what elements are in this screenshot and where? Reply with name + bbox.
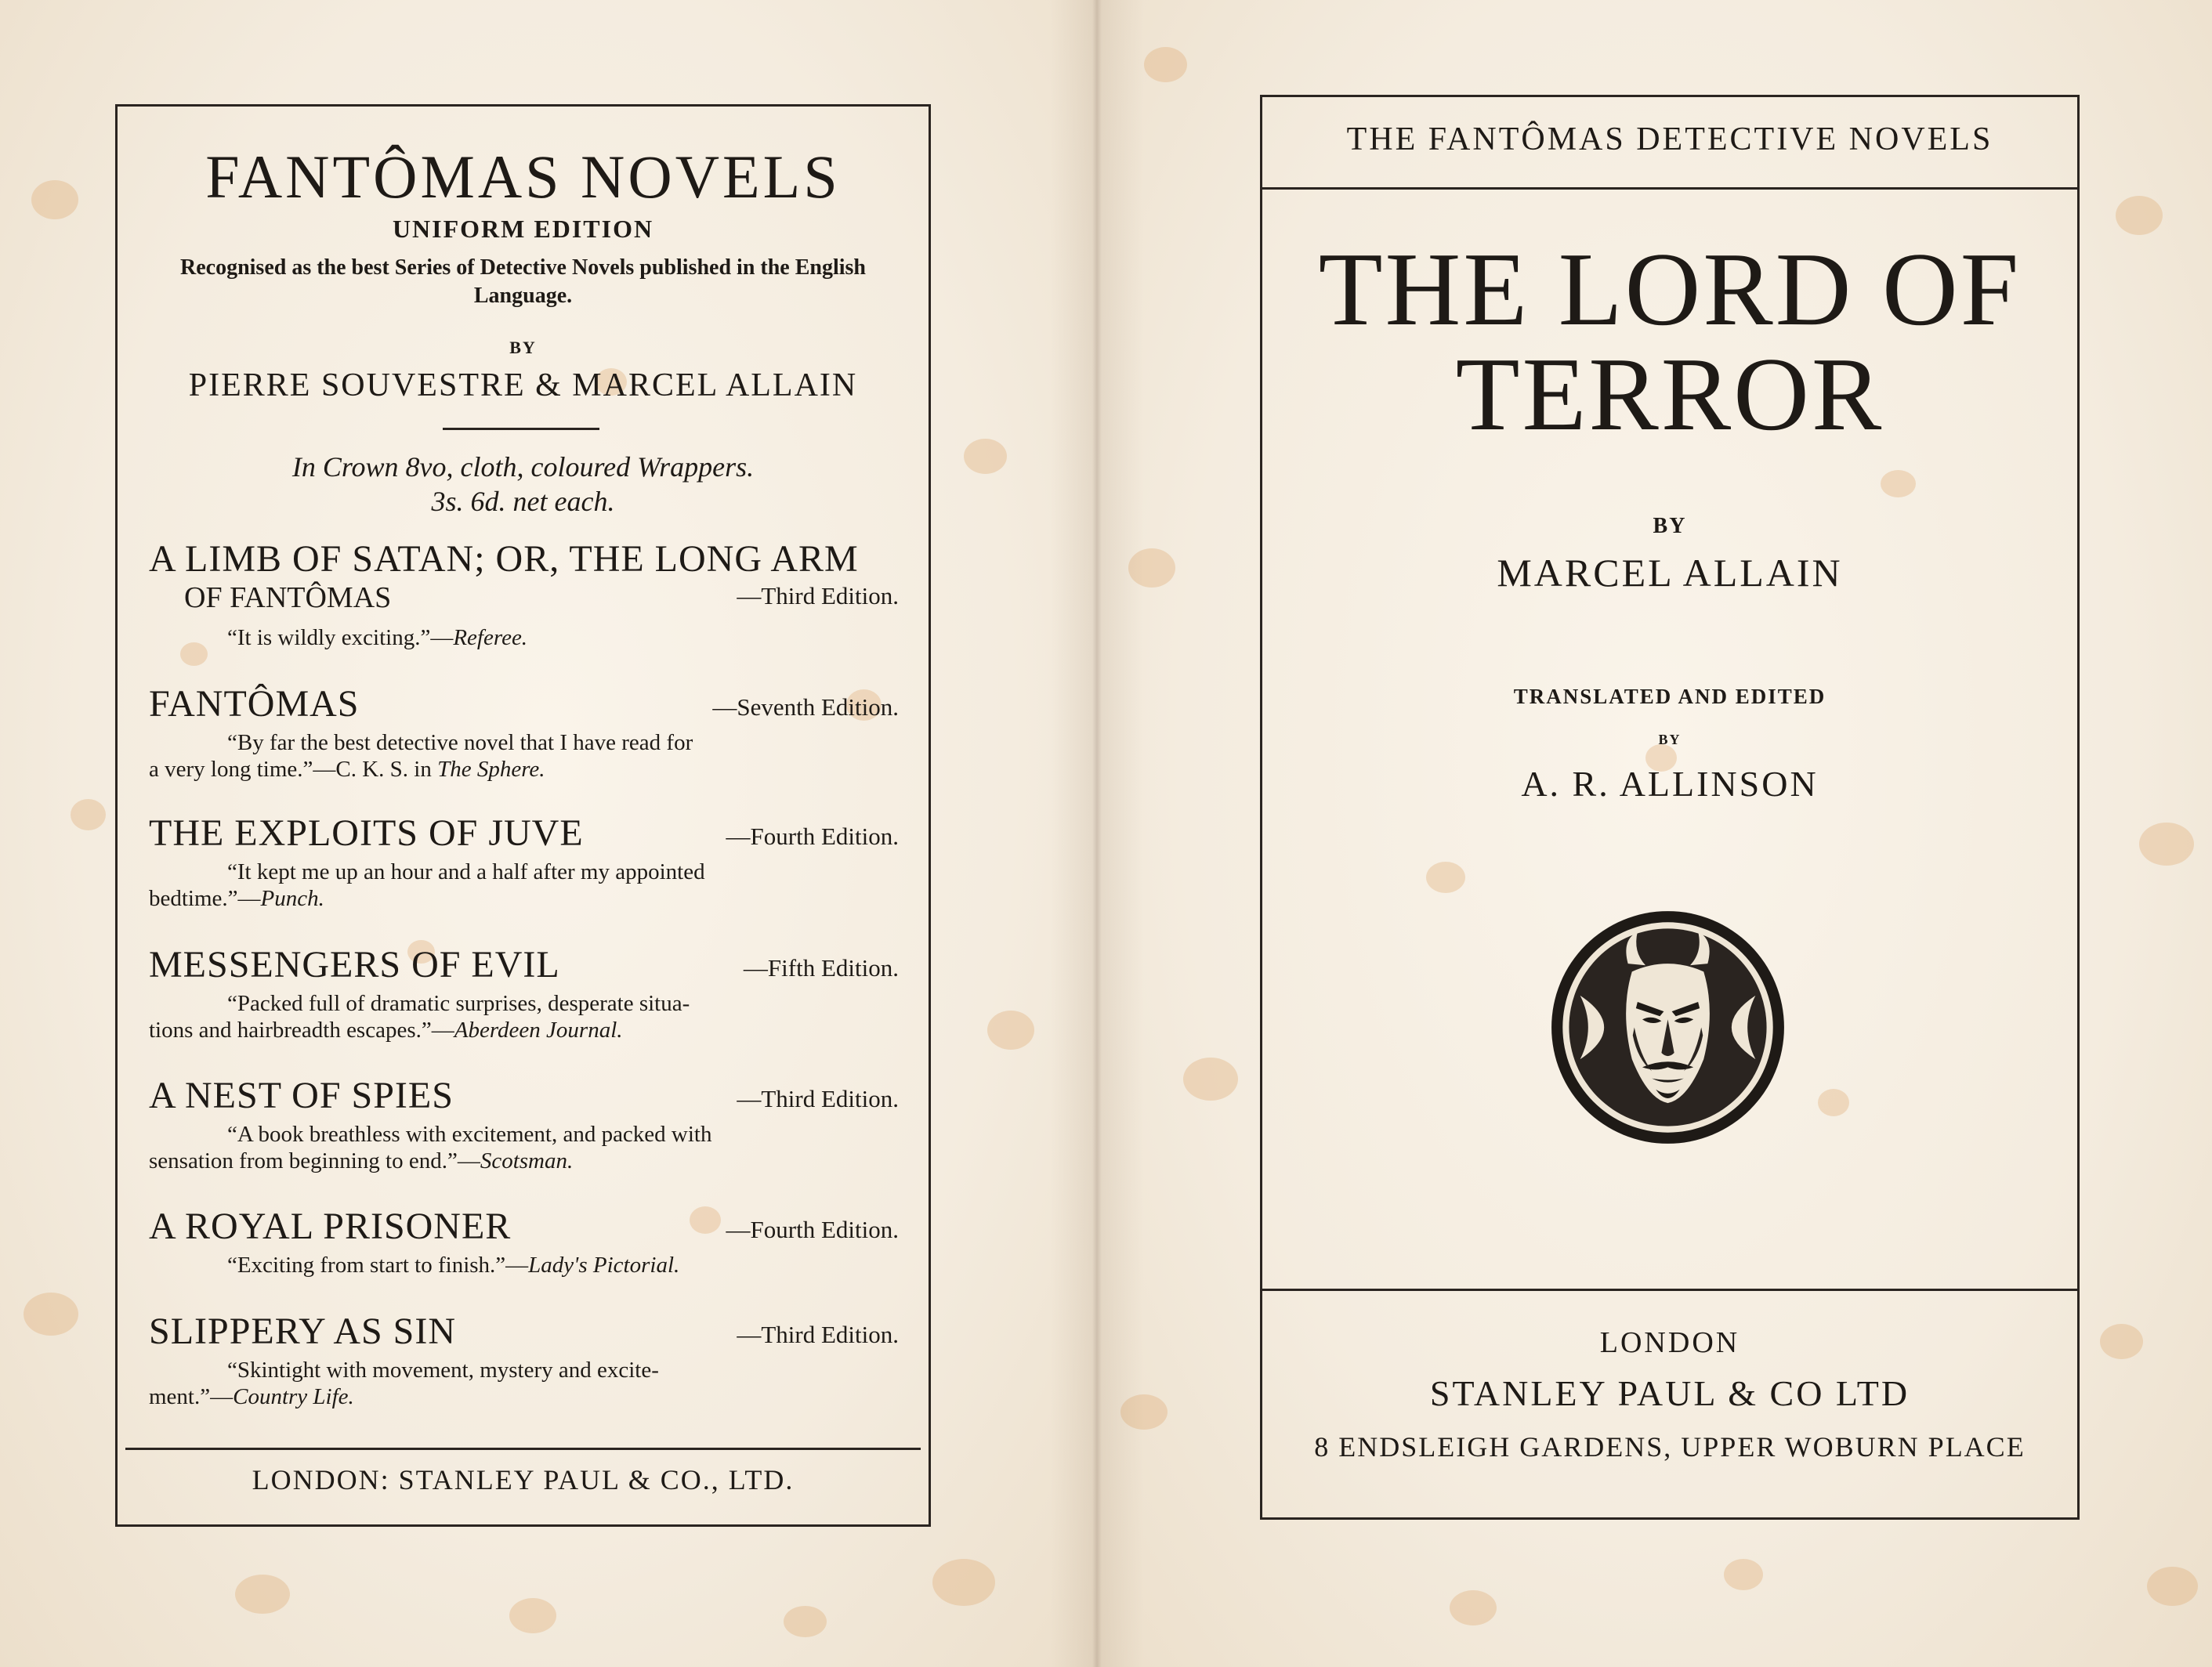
series-divider [1262, 187, 2077, 190]
book-title: A ROYAL PRISONER [149, 1206, 512, 1247]
imprint-city: LONDON [1599, 1326, 1740, 1359]
translator-name: A. R. ALLINSON [1521, 764, 1819, 804]
book-title-cont: OF FANTÔMAS [184, 581, 392, 614]
by-label: BY [509, 338, 537, 357]
publisher-footer: LONDON: STANLEY PAUL & CO., LTD. [252, 1464, 795, 1495]
book-gutter [1050, 0, 1144, 1667]
book-edition: —Third Edition. [737, 1321, 899, 1348]
book-quote: “Packed full of dramatic surprises, desperate situa- [227, 991, 690, 1016]
divider [443, 428, 599, 430]
by-label-small: BY [1658, 732, 1682, 747]
book-edition: —Third Edition. [737, 582, 899, 609]
book-entry-slippery-as-sin [149, 1310, 899, 1410]
by-label: BY [1653, 514, 1687, 538]
imprint-publisher: STANLEY PAUL & CO LTD [1429, 1373, 1910, 1413]
catalogue-frame [115, 104, 931, 1527]
book-quote-cont: ment.”—Country Life. [149, 1384, 354, 1409]
format-info [118, 450, 929, 519]
devil-face-medallion-icon [1548, 908, 1787, 1147]
title-line: THE LORD OF [1318, 231, 2022, 347]
book-edition: —Third Edition. [737, 1085, 899, 1112]
book-quote: “A book breathless with excitement, and packed with [227, 1122, 712, 1147]
book-quote: “It is wildly exciting.”—Referee. [227, 625, 528, 650]
book-quote-cont: bedtime.”—Punch. [149, 886, 324, 911]
book-entry-limb-of-satan [149, 537, 899, 651]
left-page [0, 0, 1097, 1667]
uniform-edition: UNIFORM EDITION [392, 215, 654, 243]
imprint-address: 8 ENDSLEIGH GARDENS, UPPER WOBURN PLACE [1314, 1431, 2026, 1463]
book-title: A NEST OF SPIES [149, 1075, 454, 1116]
book-main-title [1262, 231, 2077, 452]
book-entry-messengers-of-evil [149, 943, 899, 1043]
book-title: MESSENGERS OF EVIL [149, 944, 560, 985]
title-line: TERROR [1455, 336, 1884, 452]
footer-divider [125, 1448, 921, 1450]
book-entry-exploits-of-juve [149, 812, 899, 912]
book-quote: “Skintight with movement, mystery and excite- [227, 1358, 659, 1383]
authors: PIERRE SOUVESTRE & MARCEL ALLAIN [188, 367, 858, 403]
book-edition: —Fifth Edition. [743, 954, 899, 982]
book-title: THE EXPLOITS OF JUVE [149, 812, 584, 854]
book-title: FANTÔMAS [149, 683, 360, 725]
author-name: MARCEL ALLAIN [1497, 551, 1843, 595]
book-quote-cont: tions and hairbreadth escapes.”—Aberdeen Journal. [149, 1018, 623, 1043]
book-entry-fantomas [149, 682, 899, 783]
book-edition: —Seventh Edition. [712, 693, 899, 721]
book-quote: “By far the best detective novel that I have read for [227, 730, 693, 755]
imprint-divider [1262, 1289, 2077, 1291]
translated-label: TRANSLATED AND EDITED [1513, 685, 1826, 708]
book-title: A LIMB OF SATAN; OR, THE LONG ARM [149, 538, 859, 580]
book-quote-cont: sensation from beginning to end.”—Scotsman. [149, 1148, 574, 1173]
book-title: SLIPPERY AS SIN [149, 1311, 457, 1352]
recognition-text: Recognised as the best Series of Detective Novels published in the English Language. [180, 255, 866, 308]
title-page-frame [1260, 95, 2080, 1520]
book-quote: “Exciting from start to finish.”—Lady's Pictorial. [227, 1253, 680, 1278]
price-line: 3s. 6d. net each. [431, 486, 615, 517]
series-heading: THE FANTÔMAS DETECTIVE NOVELS [1346, 121, 1993, 157]
format-line: In Crown 8vo, cloth, coloured Wrappers. [291, 451, 755, 483]
book-edition: —Fourth Edition. [726, 1216, 899, 1243]
book-entry-nest-of-spies [149, 1074, 899, 1174]
series-title: FANTÔMAS NOVELS [205, 143, 841, 211]
book-quote: “It kept me up an hour and a half after my appointed [227, 859, 705, 884]
book-edition: —Fourth Edition. [726, 823, 899, 850]
book-entry-royal-prisoner [149, 1205, 899, 1278]
book-quote-cont: a very long time.”—C. K. S. in The Sphere. [149, 757, 545, 782]
